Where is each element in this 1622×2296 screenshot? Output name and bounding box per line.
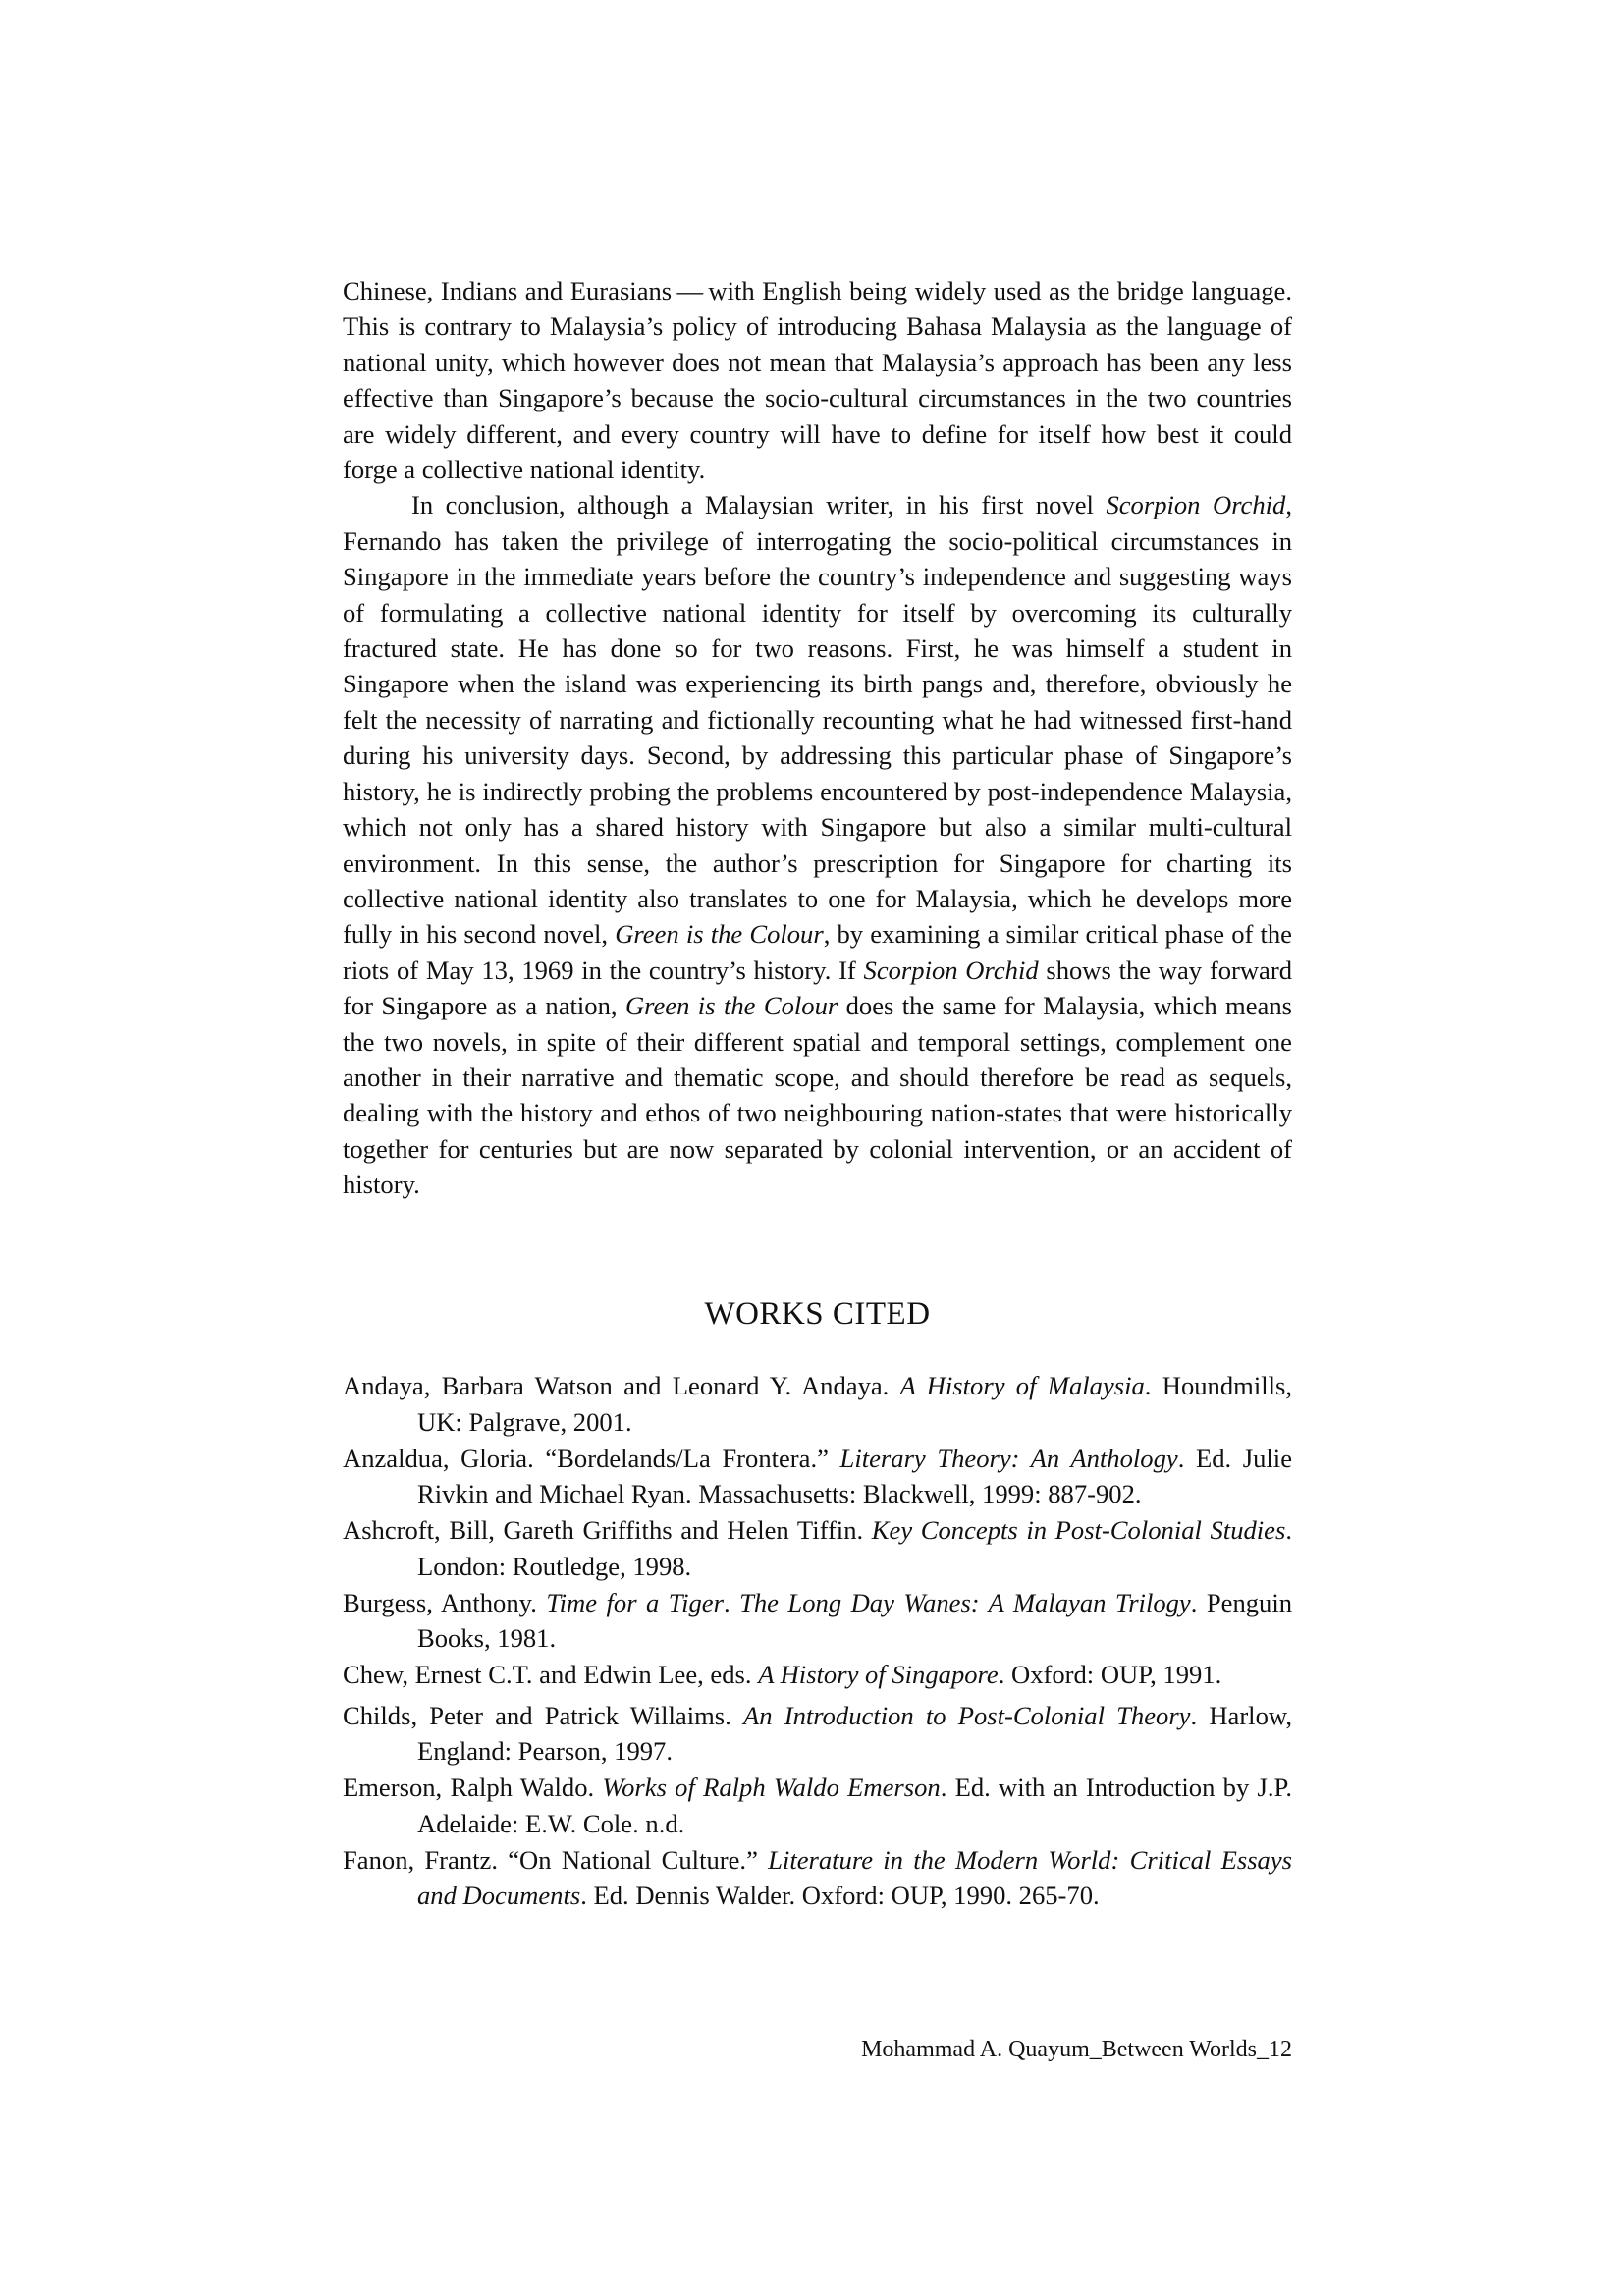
paragraph-conclusion [343, 487, 1292, 1202]
citation-entry [343, 1698, 1292, 1770]
citation-title: Time for a Tiger [546, 1587, 724, 1617]
body-text [343, 273, 1292, 1203]
citation-publication: . London: Routledge, 1998. [417, 1515, 1292, 1581]
text-run: In conclusion, although a Malaysian writer, in his first novel [411, 490, 1107, 520]
citation-author: Ashcroft, Bill, Gareth Griffiths and Helen Tiffin. [343, 1515, 872, 1545]
citation-author: Emerson, Ralph Waldo. [343, 1773, 603, 1802]
citation-title: Key Concepts in Post-Colonial Studies [871, 1515, 1286, 1545]
citation-title: A History of Singapore [758, 1660, 999, 1689]
citation-publication: . Ed. Dennis Walder. Oxford: OUP, 1990. 265-70. [580, 1881, 1100, 1910]
text-run: shows the way forward for Singapore as a nation, [343, 955, 1293, 1021]
citation-author: Burgess, Anthony. [343, 1587, 547, 1617]
works-cited-heading: WORKS CITED [704, 1296, 931, 1332]
citation-author: Andaya, Barbara Watson and Leonard Y. Andaya. [343, 1371, 900, 1400]
book-title: Scorpion Orchid [863, 955, 1039, 985]
citation-author: Chew, Ernest C.T. and Edwin Lee, eds. [343, 1660, 759, 1689]
citation-publication: . Ed. with an Introduction by J.P. Adelaide: E.W. Cole. n.d. [417, 1773, 1292, 1838]
citation-title: Literary Theory: An Anthology [839, 1443, 1178, 1473]
citation-title: The Long Day Wanes: A Malayan Trilogy [739, 1587, 1191, 1617]
citation-entry [343, 1441, 1292, 1512]
book-title: Scorpion Orchid [1106, 490, 1286, 520]
citation-publication: . Oxford: OUP, 1991. [998, 1660, 1222, 1689]
citation-separator: . [723, 1587, 740, 1617]
book-title: Green is the Colour [615, 919, 824, 950]
citation-author: Childs, Peter and Patrick Willaims. [343, 1700, 743, 1730]
citation-publication: . Harlow, England: Pearson, 1997. [417, 1700, 1292, 1766]
citation-entry [343, 1368, 1292, 1440]
citation-entry [343, 1842, 1292, 1914]
works-cited-list [343, 1368, 1292, 1914]
paragraph-continuation: Chinese, Indians and Eurasians — with English being widely used as the bridge language. This is contrary to Malaysia’s policy of introducing Bahasa Malaysia as the language of national unity, which however does not mean that Malaysia’s approach has been any less effective than Singapore’s because the socio-cultural circumstances in the two countries are widely different, and every country will have to define for itself how best it could forge a collective national identity. [343, 276, 1292, 485]
citation-title: An Introduction to Post-Colonial Theory [742, 1700, 1191, 1730]
text-run: does the same for Malaysia, which means the two novels, in spite of their different spatial and temporal settings, complement one another in their narrative and thematic scope, and should therefore be read as sequels, dealing with the history and ethos of two neighbouring nation-states that were historically together for centuries but are now separated by colonial intervention, or an accident of history. [343, 991, 1292, 1200]
citation-entry [343, 1770, 1292, 1841]
citation-author: Fanon, Frantz. “On National Culture.” [343, 1844, 769, 1875]
citation-entry [343, 1512, 1292, 1584]
citation-title: Literature in the Modern World: Critical Essays and Documents [417, 1844, 1292, 1910]
citation-entry [343, 1585, 1292, 1657]
citation-title: A History of Malaysia [899, 1371, 1145, 1400]
book-title: Green is the Colour [624, 991, 838, 1021]
citation-publication: . Penguin Books, 1981. [417, 1587, 1293, 1653]
citation-title: Works of Ralph Waldo Emerson [602, 1773, 941, 1802]
text-run: , by examining a similar critical phase of the riots of May 13, 1969 in the country’s history. If [343, 919, 1292, 985]
citation-publication: . Houndmills, UK: Palgrave, 2001. [417, 1371, 1292, 1437]
text-run: , Fernando has taken the privilege of interrogating the socio-political circumstances in Singapore in the immediate years before the country’s independence and suggesting ways of formulating a collective national identity for itself by overcoming its culturally fractured state. He has done so for two reasons. First, he was himself a student in Singapore when the island was experiencing its birth pangs and, therefore, obviously he felt the necessity of narrating and fictionally recounting what he had witnessed first-hand during his university days. Second, by addressing this particular phase of Singapore’s history, he is indirectly probing the problems encountered by post-independence Malaysia, which not only has a shared history with Singapore but also a similar multi-cultural environment. In this sense, the author’s prescription for Singapore for charting its collective national identity also translates to one for Malaysia, which he develops more fully in his second novel, [343, 490, 1292, 950]
citation-publication: . Ed. Julie Rivkin and Michael Ryan. Massachusetts: Blackwell, 1999: 887-902. [417, 1443, 1293, 1508]
page-footer: Mohammad A. Quayum_Between Worlds_12 [861, 2037, 1292, 2062]
citation-entry [343, 1657, 1292, 1693]
citation-author: Anzaldua, Gloria. “Bordelands/La Frontera.” [343, 1443, 840, 1473]
